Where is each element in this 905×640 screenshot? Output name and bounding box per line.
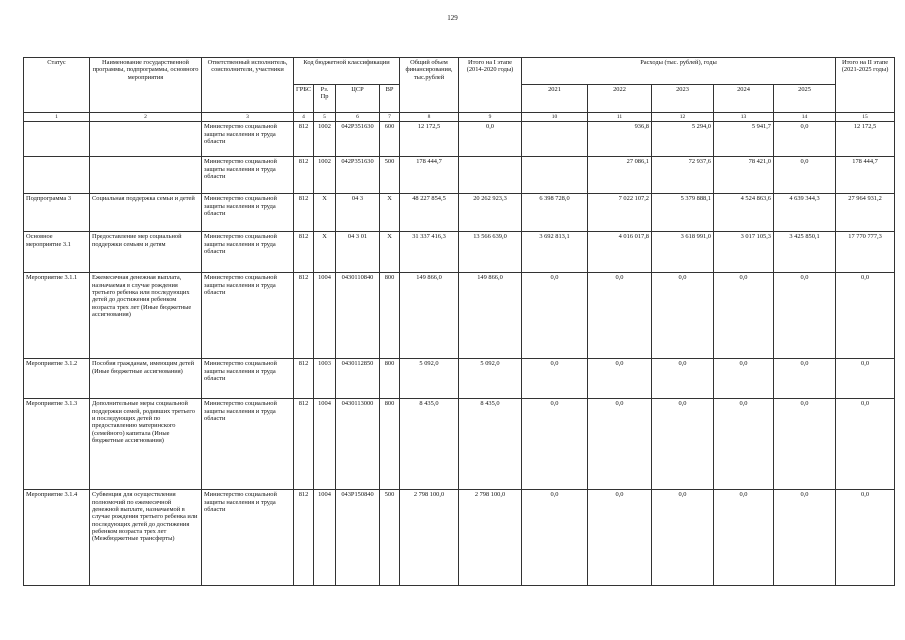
vr-cell: 800 (380, 399, 400, 490)
stage2-cell: 27 964 931,2 (836, 194, 895, 232)
responsible-cell: Министерство социальной защиты населения и труда области (202, 232, 294, 273)
total-cell: 48 227 854,5 (400, 194, 459, 232)
y2025-cell: 4 639 344,3 (774, 194, 836, 232)
header-vr: ВР (380, 85, 400, 113)
stage2-cell: 0,0 (836, 399, 895, 490)
table-row (24, 122, 895, 157)
grbs-cell: 812 (294, 359, 314, 399)
table-row (24, 359, 895, 399)
y2021-cell (522, 122, 588, 157)
col-number: 15 (836, 113, 895, 122)
stage1-cell: 5 092,0 (459, 359, 522, 399)
rzpr-cell: 1004 (314, 273, 336, 359)
table-row (24, 194, 895, 232)
y2024-cell: 5 941,7 (714, 122, 774, 157)
vr-cell: 500 (380, 490, 400, 586)
header-grbs: ГРБС (294, 85, 314, 113)
header-name: Наименование государственной программы, подпрограммы, основного мероприятия (90, 58, 202, 113)
table-row (24, 399, 895, 490)
rzpr-cell: 1004 (314, 490, 336, 586)
y2024-cell: 0,0 (714, 359, 774, 399)
stage1-cell: 2 798 100,0 (459, 490, 522, 586)
y2021-cell: 0,0 (522, 399, 588, 490)
col-number: 3 (202, 113, 294, 122)
header-expenses: Расходы (тыс. рублей), годы (522, 58, 836, 85)
name-cell (90, 122, 202, 157)
y2022-cell: 936,8 (588, 122, 652, 157)
col-number: 11 (588, 113, 652, 122)
y2025-cell: 0,0 (774, 273, 836, 359)
stage2-cell: 0,0 (836, 273, 895, 359)
total-cell: 149 866,0 (400, 273, 459, 359)
vr-cell: X (380, 194, 400, 232)
header-year-2025: 2025 (774, 85, 836, 113)
total-cell: 12 172,5 (400, 122, 459, 157)
y2025-cell: 0,0 (774, 157, 836, 194)
total-cell: 31 337 416,3 (400, 232, 459, 273)
col-number: 2 (90, 113, 202, 122)
responsible-cell: Министерство социальной защиты населения и труда области (202, 273, 294, 359)
y2021-cell (522, 157, 588, 194)
page-number: 129 (447, 14, 458, 22)
stage1-cell: 13 566 639,0 (459, 232, 522, 273)
grbs-cell: 812 (294, 490, 314, 586)
responsible-cell: Министерство социальной защиты населения и труда области (202, 194, 294, 232)
table-row (24, 490, 895, 586)
responsible-cell: Министерство социальной защиты населения и труда области (202, 399, 294, 490)
grbs-cell: 812 (294, 273, 314, 359)
column-number-row (24, 113, 895, 122)
col-number: 8 (400, 113, 459, 122)
rzpr-cell: X (314, 194, 336, 232)
status-cell: Подпрограмма 3 (24, 194, 90, 232)
stage2-cell: 178 444,7 (836, 157, 895, 194)
y2021-cell: 6 398 728,0 (522, 194, 588, 232)
rzpr-cell: 1003 (314, 359, 336, 399)
col-number: 1 (24, 113, 90, 122)
header-year-2024: 2024 (714, 85, 774, 113)
csr-cell: 042P351630 (336, 157, 380, 194)
stage1-cell: 0,0 (459, 122, 522, 157)
responsible-cell: Министерство социальной защиты населения и труда области (202, 157, 294, 194)
y2023-cell: 0,0 (652, 490, 714, 586)
y2023-cell: 72 937,6 (652, 157, 714, 194)
y2023-cell: 5 294,0 (652, 122, 714, 157)
y2023-cell: 0,0 (652, 399, 714, 490)
vr-cell: 800 (380, 273, 400, 359)
status-cell: Мероприятие 3.1.4 (24, 490, 90, 586)
y2025-cell: 0,0 (774, 122, 836, 157)
stage1-cell (459, 157, 522, 194)
stage2-cell: 0,0 (836, 359, 895, 399)
csr-cell: 042P351630 (336, 122, 380, 157)
y2023-cell: 3 618 991,0 (652, 232, 714, 273)
y2022-cell: 0,0 (588, 490, 652, 586)
y2022-cell: 0,0 (588, 359, 652, 399)
col-number: 9 (459, 113, 522, 122)
name-cell: Субвенция для осуществления полномочий по ежемесячной денежной выплате, назначаемой в случае рождения третьего ребенка или последующих детей до достижения ребенком возраста трех лет (Межбюджетные трансферты) (90, 490, 202, 586)
col-number: 10 (522, 113, 588, 122)
rzpr-cell: 1002 (314, 122, 336, 157)
grbs-cell: 812 (294, 232, 314, 273)
header-budget-code: Код бюджетной классификации (294, 58, 400, 85)
col-number: 5 (314, 113, 336, 122)
col-number: 7 (380, 113, 400, 122)
y2024-cell: 0,0 (714, 490, 774, 586)
csr-cell: 0430112850 (336, 359, 380, 399)
total-cell: 8 435,0 (400, 399, 459, 490)
table-row (24, 232, 895, 273)
y2021-cell: 0,0 (522, 490, 588, 586)
table-row (24, 273, 895, 359)
stage2-cell: 12 172,5 (836, 122, 895, 157)
y2023-cell: 5 379 888,1 (652, 194, 714, 232)
responsible-cell: Министерство социальной защиты населения и труда области (202, 490, 294, 586)
header-year-2022: 2022 (588, 85, 652, 113)
y2021-cell: 0,0 (522, 273, 588, 359)
name-cell: Предоставление мер социальной поддержки семьям и детям (90, 232, 202, 273)
y2021-cell: 3 692 813,1 (522, 232, 588, 273)
y2024-cell: 4 524 863,6 (714, 194, 774, 232)
y2025-cell: 0,0 (774, 490, 836, 586)
stage1-cell: 149 866,0 (459, 273, 522, 359)
name-cell: Пособия гражданам, имеющим детей (Иные бюджетные ассигнования) (90, 359, 202, 399)
y2024-cell: 0,0 (714, 399, 774, 490)
grbs-cell: 812 (294, 122, 314, 157)
responsible-cell: Министерство социальной защиты населения и труда области (202, 359, 294, 399)
responsible-cell: Министерство социальной защиты населения и труда области (202, 122, 294, 157)
header-stage2: Итого на II этапе (2021-2025 годы) (836, 58, 895, 113)
stage2-cell: 0,0 (836, 490, 895, 586)
total-cell: 2 798 100,0 (400, 490, 459, 586)
header-status: Статус (24, 58, 90, 113)
vr-cell: 500 (380, 157, 400, 194)
header-rzpr: Рз. Пр (314, 85, 336, 113)
y2022-cell: 4 016 017,8 (588, 232, 652, 273)
col-number: 13 (714, 113, 774, 122)
csr-cell: 043P150840 (336, 490, 380, 586)
header-year-2023: 2023 (652, 85, 714, 113)
name-cell: Социальная поддержка семьи и детей (90, 194, 202, 232)
y2025-cell: 3 425 850,1 (774, 232, 836, 273)
y2022-cell: 27 086,1 (588, 157, 652, 194)
col-number: 4 (294, 113, 314, 122)
grbs-cell: 812 (294, 399, 314, 490)
status-cell: Мероприятие 3.1.1 (24, 273, 90, 359)
stage1-cell: 8 435,0 (459, 399, 522, 490)
name-cell (90, 157, 202, 194)
rzpr-cell: 1004 (314, 399, 336, 490)
stage1-cell: 20 262 923,3 (459, 194, 522, 232)
y2024-cell: 3 017 105,3 (714, 232, 774, 273)
y2025-cell: 0,0 (774, 359, 836, 399)
header-stage1: Итого на I этапе (2014-2020 годы) (459, 58, 522, 113)
header-year-2021: 2021 (522, 85, 588, 113)
status-cell: Мероприятие 3.1.3 (24, 399, 90, 490)
y2022-cell: 0,0 (588, 399, 652, 490)
header-responsible: Ответственный исполнитель, соисполнители, участники (202, 58, 294, 113)
stage2-cell: 17 770 777,3 (836, 232, 895, 273)
y2023-cell: 0,0 (652, 273, 714, 359)
col-number: 14 (774, 113, 836, 122)
header-csr: ЦСР (336, 85, 380, 113)
csr-cell: 0430110840 (336, 273, 380, 359)
rzpr-cell: X (314, 232, 336, 273)
y2023-cell: 0,0 (652, 359, 714, 399)
col-number: 12 (652, 113, 714, 122)
vr-cell: 800 (380, 359, 400, 399)
y2024-cell: 0,0 (714, 273, 774, 359)
vr-cell: X (380, 232, 400, 273)
grbs-cell: 812 (294, 194, 314, 232)
header-total: Общий объем финансирования, тыс.рублей (400, 58, 459, 113)
y2022-cell: 7 022 107,2 (588, 194, 652, 232)
name-cell: Дополнительные меры социальной поддержки семей, родивших третьего и последующих детей по предоставлению материнского (семейного) капитала (Иные бюджетные ассигнования) (90, 399, 202, 490)
col-number: 6 (336, 113, 380, 122)
y2022-cell: 0,0 (588, 273, 652, 359)
total-cell: 5 092,0 (400, 359, 459, 399)
name-cell: Ежемесячная денежная выплата, назначаемая в случае рождения третьего ребенка или последующих детей до достижения ребенком возраста трех лет (Иные бюджетные ассигнования) (90, 273, 202, 359)
status-cell (24, 157, 90, 194)
status-cell: Мероприятие 3.1.2 (24, 359, 90, 399)
status-cell: Основное мероприятие 3.1 (24, 232, 90, 273)
y2021-cell: 0,0 (522, 359, 588, 399)
csr-cell: 04 3 (336, 194, 380, 232)
status-cell (24, 122, 90, 157)
y2024-cell: 78 421,0 (714, 157, 774, 194)
rzpr-cell: 1002 (314, 157, 336, 194)
table-row (24, 157, 895, 194)
grbs-cell: 812 (294, 157, 314, 194)
csr-cell: 0430113000 (336, 399, 380, 490)
csr-cell: 04 3 01 (336, 232, 380, 273)
vr-cell: 600 (380, 122, 400, 157)
total-cell: 178 444,7 (400, 157, 459, 194)
budget-table (23, 57, 895, 586)
y2025-cell: 0,0 (774, 399, 836, 490)
